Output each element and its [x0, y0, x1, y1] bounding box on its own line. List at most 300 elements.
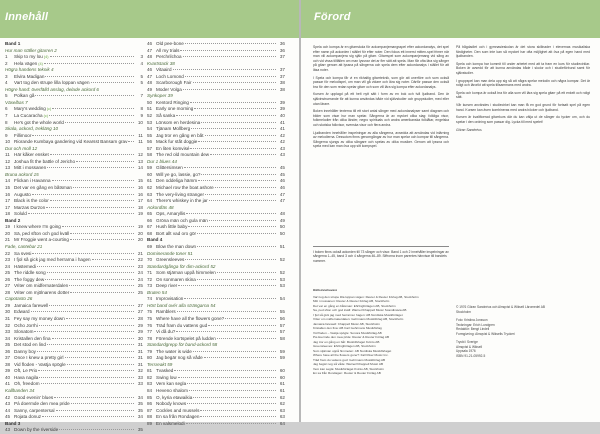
toc-leader-dots [178, 285, 276, 286]
toc-entry-page: 23 [137, 263, 143, 269]
toc-entry-title: Band 4 [147, 237, 163, 243]
toc-entry-title: Nobody knows [156, 401, 187, 407]
author-signature: Göran Sandnéus [456, 128, 482, 133]
toc-leader-dots [38, 370, 134, 371]
credit-line: Sa, ped sfton och god kväll: Warner/Chappell Music Scandinavia AB [313, 308, 407, 312]
toc-leader-dots [66, 318, 134, 319]
copyright-line: Uppsala 1976 [456, 349, 476, 353]
toc-leader-dots [52, 108, 134, 109]
toc-leader-dots [197, 246, 276, 247]
toc-entry-title: Jag begär nog så våde [156, 355, 203, 361]
toc-entry-title: Det var en gång en båtsman [14, 185, 72, 191]
toc-entry-page: 7 [140, 93, 143, 99]
toc-leader-dots [197, 279, 276, 280]
toc-leader-dots [188, 226, 276, 227]
toc-entry-page: 33 [137, 381, 143, 387]
toc-entry-number: 47 [147, 73, 153, 79]
toc-entry-title: O, kyria etawaikia [156, 394, 193, 400]
toc-entry-title: Det stod en lind [14, 342, 46, 348]
toc-entry-page: 40 [279, 113, 285, 119]
toc-leader-dots [191, 128, 276, 129]
toc-entry-title: La Cucaracha [14, 113, 43, 119]
copyright-line: © 1976 Göran Sandnéus och Almqvist & Wiksell Läromedel AB [456, 305, 545, 309]
toc-entry-page: 50 [279, 224, 285, 230]
toc-entry-number: 11 [5, 152, 10, 158]
toc-entry-page: 61 [279, 381, 285, 387]
toc-entry-number: 24 [5, 263, 11, 269]
toc-leader-dots [184, 167, 276, 168]
toc-entry-title: Växelbas 7 [5, 99, 28, 105]
toc-entry-title: Bort allt vad oro gör [156, 230, 197, 236]
toc-entry-page: 36 [279, 41, 285, 46]
toc-leader-dots [185, 43, 276, 44]
toc-entry-title: Early one morning [156, 106, 194, 112]
toc-leader-dots [52, 180, 134, 181]
toc-entry-page: 35 [137, 427, 143, 433]
toc-entry-page: 45 [279, 171, 285, 177]
toc-entry-page: 3 [140, 54, 143, 60]
toc-entry-number: 53 [147, 119, 153, 125]
toc-entry-page: 12 [137, 152, 143, 158]
toc-entry-page: 55 [279, 309, 285, 315]
toc-entry-number: 18 [5, 211, 11, 217]
toc-leader-dots [31, 311, 134, 312]
toc-leader-dots [35, 95, 134, 96]
toc-entry-page: 63 [279, 407, 285, 413]
toc-leader-dots [174, 370, 276, 371]
toc-entry-number: 67 [147, 224, 153, 230]
toc-leader-dots [59, 429, 134, 430]
credit-line: Greensleeves: Ehrlingförlagen AB, Stockholm [313, 344, 376, 348]
toc-entry-number: 14 [5, 178, 11, 184]
toc-leader-dots [200, 410, 276, 411]
left-page [0, 0, 299, 433]
toc-entry-number: 28 [5, 289, 11, 295]
toc-entry-title: Marzas Durzon [14, 204, 46, 210]
toc-leader-dots [92, 259, 134, 260]
toc-entry-title: Skala, ackord, trekläng 10 [5, 126, 59, 132]
toc-leader-dots [49, 305, 134, 306]
toc-entry-ref: (c) [43, 114, 49, 119]
toc-entry-page: 25 [137, 283, 143, 289]
toc-leader-dots [32, 194, 134, 195]
toc-entry-page: 20 [137, 237, 143, 243]
toc-leader-dots [205, 194, 276, 195]
toc-entry-number: 35 [5, 342, 11, 348]
toc-entry-page: 60 [279, 368, 285, 374]
toc-entry-title: Swing low [156, 374, 177, 380]
foreword-paragraph: Spela och kompa är också bra för alla som vill lära sig spela gitarr på ett enkelt och roligt sätt. [456, 90, 590, 100]
toc-entry-page: 33 [137, 374, 143, 380]
toc-leader-dots [65, 357, 134, 358]
toc-entry-number: 21 [5, 237, 11, 243]
toc-leader-dots [62, 226, 134, 227]
toc-entry-title: Gröna män och gula män [156, 217, 208, 223]
toc-leader-dots [49, 115, 134, 116]
toc-entry-page: 21 [137, 250, 143, 256]
copyright-line: ISBN 91-21-05992-5 [456, 353, 486, 358]
toc-entry-title: Greensleeves [156, 257, 185, 263]
toc-entry-page: 27 [137, 309, 143, 315]
toc-entry-page: 47 [279, 198, 285, 204]
toc-entry-title: Scarborough Fair [156, 80, 192, 86]
toc-entry-number: 71 [147, 270, 153, 276]
foreword-paragraph: Vår kursen användes i studiecirkel kan man få en god grund för fortsatt spel på egen hand. Kursen kan även kombineras med andra böcker och ljudband. [456, 102, 590, 112]
toc-leader-dots [209, 200, 276, 201]
toc-entry-page: 47 [279, 191, 285, 197]
toc-entry-number: 58 [147, 152, 153, 158]
toc-entry-number: 2 [5, 60, 8, 66]
toc-entry-ref: (4) [38, 61, 43, 66]
toc-entry-title: Hört band ovér alla strängarna 54 [147, 302, 216, 308]
toc-entry-number: 17 [5, 204, 11, 210]
foreword-paragraph: Ljudbanden innehåller inspelningar av alla sångerna, avsedda att användas vid inlärning av melodierna. Dessutom finns genomgångar av hur man spelar och kompar till sångerna. Sångerna sjungs av olika sångare och spelas av olika musiker. Genom att lyssna och spela med kan man öva upp sitt kompspel. [313, 130, 449, 149]
toc-entry-page: 13 [137, 158, 143, 164]
toc-entry-title: Hur man ställer gitarren 2 [5, 47, 57, 53]
toc-entry-title: Vitaaird [156, 67, 172, 73]
toc-entry-title: All my trials [156, 47, 180, 53]
toc-entry-title: Hava nagila [14, 374, 39, 380]
toc-entry-title: He's got the whole world [14, 119, 64, 125]
toc-entry-page: 53 [279, 283, 285, 289]
toc-entry-title: Högra handens teknik 4 [5, 67, 54, 73]
toc-entry-title: Hela vägen [14, 60, 38, 66]
toc-entry-page: 41 [279, 126, 285, 132]
toc-entry-number: 41 [5, 381, 11, 387]
toc-entry-title: Band 2 [5, 217, 21, 223]
toc-entry-number: 66 [147, 217, 153, 223]
toc-entry-number: 80 [147, 355, 153, 361]
toc-entry-title: Högre hand: överfälld anslag, delade ackord 6 [5, 86, 99, 92]
toc-entry-title: Kentord Ringing [156, 99, 189, 105]
toc-entry-page: 43 [279, 152, 285, 158]
toc-entry-number: 84 [147, 387, 153, 393]
toc-entry-title: Polkan gå [14, 93, 35, 99]
toc-entry-number: 20 [5, 230, 11, 236]
toc-entry-title: Band 3 [5, 420, 21, 426]
toc-entry-title: The water is wide [156, 348, 192, 354]
toc-entry-page: 34 [137, 414, 143, 420]
toc-leader-dots [180, 50, 276, 51]
credits-list [313, 295, 449, 376]
toc-leader-dots [32, 135, 134, 136]
toc-entry-page: 51 [279, 243, 285, 249]
toc-entry-title: Ocho Jorrhi [14, 322, 38, 328]
toc-entry-number: 48 [147, 54, 153, 60]
toc-entry-title: Heveno shalom [156, 387, 188, 393]
toc-entry-title: Mack fur ståt doggie [156, 139, 198, 145]
toc-leader-dots [45, 76, 134, 77]
toc-entry-page: 50 [279, 230, 285, 236]
toc-entry-page: 39 [279, 99, 285, 105]
toc-entry-page: 5 [140, 73, 143, 79]
toc-entry-page: 61 [279, 387, 285, 393]
toc-leader-dots [65, 122, 134, 123]
toc-entry-number: 63 [147, 191, 153, 197]
foreword-paragraph: Kursen är kvalificerad gitarrkurs där du kan välja ut de sånger du tycker om, och du spelar i den ordning som passar dig. Lycka till med spelet! [456, 115, 590, 124]
foreword-paragraph: Kursen är upplagd på ett helt nytt sätt i form av en bok och två ljudband. Den är självinstruerande för att kunna användas både vid självstudier och gruppstudier, med eller utan lärare. [313, 92, 449, 106]
foreword-paragraph: I Spela och kompa får vi en rikhaltig gitarrteknik, som gör att unerföre och som också passar för melodispel, om man vill gå vidare och lära sig noter. Därför passar den också bra för den som redan spelar gitarr och som vill lära sig kompa efter ackordanalys. [313, 75, 449, 89]
toc-entry-page: 20 [137, 230, 143, 236]
foreword-paragraph: Spela och kompa är en gitarrskola för ackompanjemangsspel efter ackordanalys, det spel efter namn på ackorden i stället för efter noter. Den fokus ett innerst mitten-spel frimer när man vill ackompanjera sig själv på gitarr. Gitarrspel som ackompanjemang vid sång av och vid vissa tillfällen om man lyssnar det ar fler sätt att spela. Man får ofta lära sig sånger på gitarr genom att lyssna på sångerna och spela dem efter ackordanalys i stället för att läsa noter. [313, 45, 449, 72]
toc-entry-title: I fjol så gick jag med herrarna i hagen [14, 257, 91, 263]
toc-entry-page: 52 [279, 270, 285, 276]
copyright-line: Tryckt i Sverige [456, 340, 478, 344]
toc-entry-title: Once I knew a pretty girl [14, 355, 64, 361]
toc-entry-number: 85 [147, 394, 153, 400]
toc-entry-number: 79 [147, 348, 153, 354]
toc-entry-title: Capotasto 26 [5, 296, 33, 302]
toc-entry-title: There's whiskey in the jar [156, 198, 208, 204]
toc-entry-number: 32 [5, 322, 11, 328]
toc-leader-dots [44, 63, 134, 64]
toc-entry-number: 52 [147, 113, 153, 119]
toc-entry-title: Skip to my lou [14, 54, 43, 60]
toc-entry-number: 47 [147, 47, 153, 53]
toc-entry-title: Slonatom [14, 329, 34, 335]
toc-entry-number: 37 [5, 355, 11, 361]
toc-entry-title: Tersreakt 59 [147, 361, 173, 367]
credits-title: Rättsinnehavare [313, 288, 338, 292]
toc-entry-number: 69 [147, 243, 153, 249]
toc-entry-title: Vid floden - Vastja spögle [14, 361, 66, 367]
toc-entry-page: 19 [137, 211, 143, 217]
toc-entry-page: 11 [138, 132, 143, 138]
toc-entry-page: 59 [279, 355, 285, 361]
toc-entry-number: 8 [5, 119, 8, 125]
toc-leader-dots [185, 259, 276, 260]
toc-entry-page: 37 [279, 54, 285, 60]
toc-leader-dots [70, 239, 134, 240]
toc-entry-title: Lönsom en herdesina [156, 119, 201, 125]
toc-entry-number: 57 [147, 145, 153, 151]
toc-entry-number: 42 [5, 394, 11, 400]
toc-entry-number: 86 [147, 401, 153, 407]
toc-entry-page: 27 [137, 302, 143, 308]
toc-entry-number: 13 [5, 165, 11, 171]
toc-leader-dots [177, 311, 276, 312]
toc-entry-number: 9 [5, 132, 8, 138]
toc-entry-title: En valsmelodi [156, 420, 185, 426]
toc-entry-title: Vriter om midfernaterdalen [14, 283, 69, 289]
toc-entry-page: 38 [279, 86, 285, 92]
toc-entry-number: 44 [5, 407, 11, 413]
toc-entry-title: Glittersimsen [156, 165, 183, 171]
right-page [301, 0, 600, 422]
toc-entry-ref: (4) [43, 55, 49, 60]
toc-entry-title: Ops, Amaryllis [156, 211, 186, 217]
toc-entry-page: 46 [279, 178, 285, 184]
toc-leader-dots [70, 292, 134, 293]
toc-entry-number: 38 [5, 361, 11, 367]
toc-entry-page: 37 [279, 73, 285, 79]
toc-entry-number: 1 [5, 54, 8, 60]
toc-entry-number: 87 [147, 407, 153, 413]
toc-entry-page: 53 [279, 276, 285, 282]
toc-entry-title: Kristallen den fina [14, 335, 51, 341]
credit-line: Som stjärnan uppå himmelen: AB Nordiska Musikförlaget [313, 348, 392, 353]
credits-block [313, 288, 449, 376]
toc-entry-number: 30 [5, 309, 11, 315]
toc-entry-title: Fey say my money down [14, 315, 65, 321]
toc-entry-number: 17 [5, 198, 11, 204]
toc-leader-dots [69, 285, 134, 286]
toc-entry-title: Hästemedi [14, 263, 36, 269]
toc-entry-number: 31 [5, 315, 11, 321]
toc-entry-title: Riorande Kumbaya gandering vid Kearsst Bansam grav [14, 139, 128, 145]
toc-entry-page: 43 [279, 145, 285, 151]
credit-line: Vart tog den strupe lilla loppan vägen: Reuter & Reuter Förlag AB, Stockholm [313, 294, 419, 299]
toc-leader-dots [187, 403, 276, 404]
toc-entry-page: 42 [279, 139, 285, 145]
credit-line: Träd fram du vattens gud: Gehrmans Musikförlag AB [313, 357, 386, 362]
toc-leader-dots [186, 213, 276, 214]
toc-leader-dots [50, 56, 135, 57]
credit-line: Vriter om midfernaterdalen: Gehrmans Musikförlag AB, Stockholm [313, 317, 404, 321]
toc-entry-title: Down by the riverside [14, 427, 59, 433]
toc-entry-page: 64 [279, 420, 285, 426]
copyright-line: Teckningar: Erich Lundgren [456, 322, 495, 327]
credit-line: Vid floden – Vastja spögle: Sonora Musikförlag AB [313, 330, 382, 335]
toc-leader-dots [67, 364, 134, 365]
band-note: I boken finns också ackorden till 73 sånger och visor. Band 1 och 2 innehåller inspelningar av sångerna 1–45, band 3 och 4 sångerna 46–89. Siffrorna inom parentes hänvisar till bandets nummer. [313, 246, 449, 263]
toc-entry-number: 51 [147, 106, 153, 112]
toc-leader-dots [186, 423, 276, 424]
toc-entry-title: Tjänam Mollberg [156, 126, 191, 132]
toc-entry-page: 63 [279, 414, 285, 420]
toc-entry-number: 62 [147, 185, 153, 191]
toc-entry-page: 57 [279, 329, 285, 335]
toc-entry-title: Dur och moll 12 [5, 145, 38, 151]
toc-entry-title: Moder Volga [156, 86, 182, 92]
toc-entry-page: 18 [137, 204, 143, 210]
toc-leader-dots [178, 377, 276, 378]
foreword-column-left [313, 45, 449, 152]
toc-leader-dots [210, 154, 276, 155]
toc-entry-number: 10 [5, 139, 11, 145]
toc-entry-number: 76 [147, 322, 153, 328]
toc-entry-title: The very-living stranger [156, 191, 204, 197]
toc-entry-number: 36 [5, 348, 11, 354]
toc-entry-number: 55 [147, 132, 153, 138]
toc-entry-number: 61 [147, 178, 153, 184]
toc-entry-page: 62 [279, 401, 285, 407]
toc-entry-page: 4 [140, 60, 143, 66]
toc-entry-page: 8 [140, 106, 143, 112]
toc-entry-title: En sa från Rondagen [156, 414, 200, 420]
toc-entry-number: 33 [5, 329, 11, 335]
toc-entry-number: 5 [5, 93, 8, 99]
foreword-paragraph: På bågdadlet och i gymnasieskolan är det stora skillnader i elevernas musikaliska färdigheter. Den som inte kan så mycket har ofta möjlighet att öva på egen hand med ljudbanden. [456, 45, 590, 59]
toc-leader-dots [184, 298, 276, 299]
toc-entry-page: 45 [279, 165, 285, 171]
toc-entry-number: 74 [147, 296, 153, 302]
toc-entry-page: 9 [140, 113, 143, 119]
credit-line: Mitt i mossanen: Reuter & Reuter Förlag AB, Stockholm [313, 299, 390, 303]
toc-entry-title: Michael row the boat ashore [156, 185, 214, 191]
foreword-paragraph: I gruppspel kan man dela upp sig så att några spelar melodin och några kompar. Det är roligt och lärorikt att spela tillsammans med andra. [456, 78, 590, 88]
toc-entry-number: 56 [147, 139, 153, 145]
toc-entry-number: 43 [5, 427, 11, 433]
toc-leader-dots [41, 383, 134, 384]
toc-entry [147, 421, 285, 428]
toc-leader-dots [37, 266, 134, 267]
toc-entry-number: 49 [147, 86, 153, 92]
toc-entry-number: 43 [5, 401, 11, 407]
toc-entry-page: 16 [137, 191, 143, 197]
toc-entry-number: 27 [5, 283, 11, 289]
toc-entry-title: Soluld [14, 211, 27, 217]
toc-entry-number: 26 [5, 276, 11, 282]
toc-entry-title: Where have all the flowers gone? [156, 315, 225, 321]
toc-leader-dots [208, 325, 276, 326]
toc-entry-title: Som stjärnan uppå himmelen [156, 270, 216, 276]
toc-leader-dots [225, 318, 276, 319]
toc-entry-title: Kvartstack 38 [147, 60, 175, 66]
toc-entry-title: Black is the color [14, 198, 49, 204]
toc-entry-title: Mr Froggie went a-courting [14, 237, 69, 243]
toc-entry-title: Band 1 [5, 41, 21, 46]
toc-entry-page: 11 [138, 139, 143, 145]
toc-entry-page: 46 [279, 185, 285, 191]
toc-entry-page: 38 [279, 80, 285, 86]
toc-leader-dots [198, 180, 276, 181]
toc-entry-number: 60 [147, 171, 153, 177]
toc-entry-title: En liten komvisé [156, 145, 190, 151]
toc-entry-page: 60 [279, 374, 285, 380]
toc-entry-page: 56 [279, 315, 285, 321]
toc-entry-title: Ackordläs 48 [147, 204, 174, 210]
toc-leader-dots [47, 272, 134, 273]
foreword-paragraph: Boken innehåller texterna till ett stort antal sånger med ackordanalyser samt diagram och bilder som visar hur man spelar. Sångerna är av mycket olika slag: folkliga visor, folkmelodier från olika länder, negro spirituals och andra amerikanska folklåtar, engelska och skotska folkvisor, svenska visor och flera andra. [313, 109, 449, 127]
toc-entry-title: The red old mountain dew [156, 152, 210, 158]
toc-entry-number: 89 [147, 420, 153, 426]
copyright-line: Formgivning: Almqvist & Wiksells Tryckeri [456, 331, 515, 336]
toc-entry-number: 75 [147, 315, 153, 321]
toc-entry-title: Deep river [156, 283, 178, 289]
toc-entry-title: On sonmaren skina [156, 276, 196, 282]
toc-entry-title: Bruten 54 [147, 289, 167, 295]
toc-entry-title: Förende kortspelet på ludden [156, 335, 216, 341]
toc-entry-page: 39 [279, 106, 285, 112]
toc-leader-dots [189, 390, 276, 391]
copyright-line: Stockholm [456, 309, 471, 314]
toc-entry-number: 70 [147, 257, 153, 263]
toc-entry-page: 24 [137, 276, 143, 282]
toc-entry-title: Sa svesi [14, 250, 32, 256]
toc-leader-dots [183, 89, 276, 90]
toc-leader-dots [187, 383, 276, 384]
toc-leader-dots [217, 272, 276, 273]
toc-entry-page: 16 [137, 185, 143, 191]
toc-entry-number: 19 [5, 224, 11, 230]
toc-entry-number: 39 [5, 368, 11, 374]
toc-leader-dots [200, 416, 276, 417]
toc-entry-title: Fade, cantebar 21 [5, 243, 43, 249]
toc-entry-page: 30 [137, 335, 143, 341]
toc-entry-title: Pá doermde den mea pride [14, 401, 70, 407]
toc-entry-title: Cockles and mussels [156, 407, 200, 413]
toc-entry-number: 3 [5, 73, 8, 79]
toc-entry-title: Oft, Le Prio [14, 368, 38, 374]
toc-leader-dots [201, 122, 276, 123]
toc-entry-title: Loch Lomond [156, 73, 184, 79]
toc-entry-page: 37 [279, 67, 285, 73]
toc-entry-title: The foggy dew [14, 276, 45, 282]
credit-line: Jamaica farewell: Chappell Music AB, Stockholm [313, 321, 380, 326]
toc-leader-dots [39, 377, 134, 378]
toc-entry-title: Så sanka [156, 113, 176, 119]
